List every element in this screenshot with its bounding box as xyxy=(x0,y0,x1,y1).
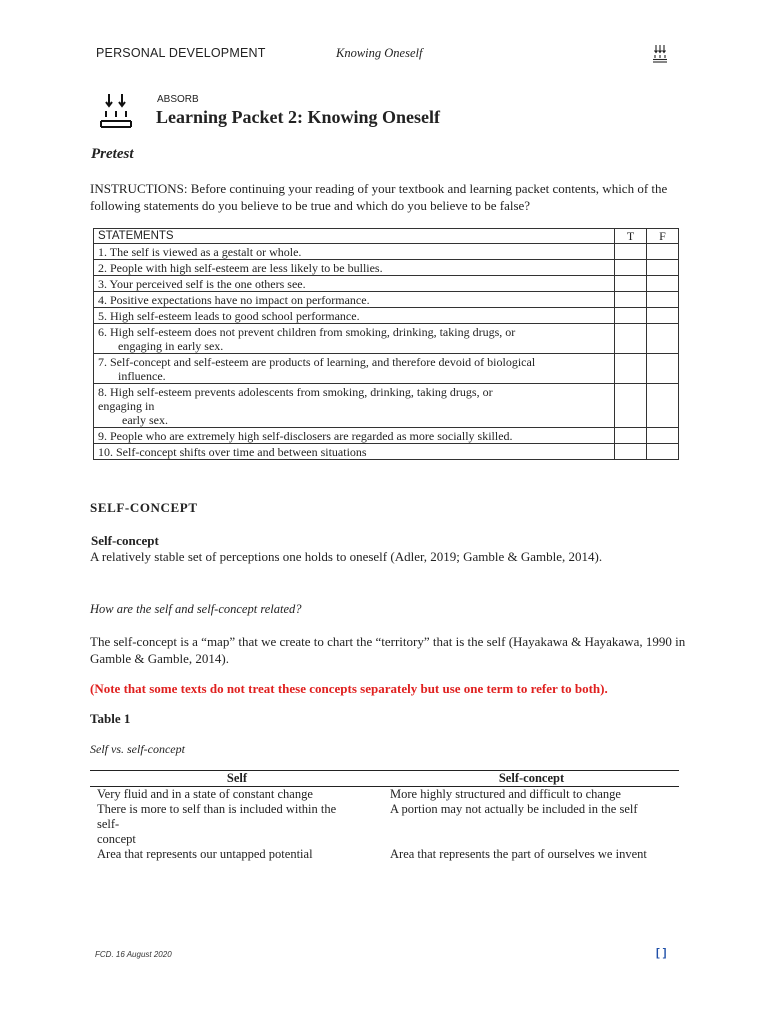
true-answer-cell[interactable] xyxy=(615,260,647,276)
false-answer-cell[interactable] xyxy=(647,444,679,460)
pretest-title: Pretest xyxy=(91,146,134,162)
statement-line: early sex. xyxy=(122,413,168,427)
false-answer-cell[interactable] xyxy=(647,260,679,276)
false-answer-cell[interactable] xyxy=(647,324,679,354)
self-cell xyxy=(90,787,384,803)
statement-text xyxy=(94,308,615,324)
statement-row xyxy=(94,292,679,308)
statement-row xyxy=(94,308,679,324)
statement-text xyxy=(94,444,615,460)
statement-text xyxy=(94,292,615,308)
pretest-table xyxy=(93,228,679,460)
term-definition: A relatively stable set of perceptions one holds to oneself (Adler, 2019; Gamble & Gamble, 2014). xyxy=(90,549,603,564)
true-answer-cell[interactable] xyxy=(615,354,647,384)
self-cell xyxy=(90,847,384,862)
map-paragraph: The self-concept is a “map” that we create to chart the “territory” that is the self (Hayakawa & Hayakawa, 1990 in Gamble & Gamble, 2014). xyxy=(90,634,686,666)
false-answer-cell[interactable] xyxy=(647,276,679,292)
self-column-header: Self xyxy=(90,771,384,787)
absorb-label: ABSORB xyxy=(157,94,199,105)
absorb-icon xyxy=(100,92,132,135)
self-concept-cell xyxy=(384,847,679,862)
statement-text xyxy=(94,260,615,276)
self-concept-column-header: Self-concept xyxy=(384,771,679,787)
cell-line: Area that represents the part of ourselves we invent xyxy=(390,847,647,861)
statement-row xyxy=(94,444,679,460)
statement-line: 5. High self-esteem leads to good school performance. xyxy=(98,309,360,323)
false-answer-cell[interactable] xyxy=(647,244,679,260)
statement-line: 8. High self-esteem prevents adolescents from smoking, drinking, taking drugs, or xyxy=(98,385,493,399)
statements-header: STATEMENTS xyxy=(94,229,615,244)
statement-line: 1. The self is viewed as a gestalt or whole. xyxy=(98,245,302,259)
header-subject: PERSONAL DEVELOPMENT xyxy=(96,46,266,60)
statement-row xyxy=(94,354,679,384)
packet-heading xyxy=(100,92,660,136)
statement-line: 3. Your perceived self is the one others see. xyxy=(98,277,306,291)
statement-line: 7. Self-concept and self-esteem are products of learning, and therefore devoid of biological xyxy=(98,355,536,369)
page-number: [ ] xyxy=(656,947,667,959)
self-cell xyxy=(90,802,384,847)
true-answer-cell[interactable] xyxy=(615,244,647,260)
cell-line: self- xyxy=(97,817,120,831)
false-answer-cell[interactable] xyxy=(647,428,679,444)
true-answer-cell[interactable] xyxy=(615,292,647,308)
statement-line: influence. xyxy=(118,369,166,383)
absorb-icon xyxy=(652,44,668,68)
statement-row xyxy=(94,244,679,260)
false-answer-cell[interactable] xyxy=(647,308,679,324)
cell-line: There is more to self than is included within the xyxy=(97,802,337,816)
page-header xyxy=(96,46,676,66)
compare-header-row xyxy=(90,771,679,787)
statement-line: engaging in xyxy=(98,399,155,413)
false-answer-cell[interactable] xyxy=(647,292,679,308)
statement-text xyxy=(94,354,615,384)
true-answer-cell[interactable] xyxy=(615,444,647,460)
self-concept-cell xyxy=(384,802,679,847)
statement-line: 2. People with high self-esteem are less likely to be bullies. xyxy=(98,261,383,275)
statement-line: 10. Self-concept shifts over time and between situations xyxy=(98,445,367,459)
packet-title: Learning Packet 2: Knowing Oneself xyxy=(156,107,440,127)
true-answer-cell[interactable] xyxy=(615,308,647,324)
true-answer-cell[interactable] xyxy=(615,276,647,292)
cell-line: A portion may not actually be included in the self xyxy=(390,802,638,816)
compare-row xyxy=(90,787,679,803)
statement-text xyxy=(94,244,615,260)
statement-text xyxy=(94,384,615,428)
false-column-header: F xyxy=(647,229,679,244)
true-column-header: T xyxy=(615,229,647,244)
footer-date: FCD. 16 August 2020 xyxy=(95,950,172,959)
cell-line: concept xyxy=(97,832,136,846)
table-label: Table 1 xyxy=(90,711,131,726)
statement-text xyxy=(94,428,615,444)
compare-row xyxy=(90,847,679,862)
self-concept-cell xyxy=(384,787,679,803)
guiding-question: How are the self and self-concept related? xyxy=(90,602,302,616)
statement-line: 4. Positive expectations have no impact on performance. xyxy=(98,293,370,307)
pretest-instructions: INSTRUCTIONS: Before continuing your reading of your textbook and learning packet contents, which of the following statements do you believe to be true and which do you believe to be false? xyxy=(90,181,668,213)
statement-line: 6. High self-esteem does not prevent children from smoking, drinking, taking drugs, or xyxy=(98,325,516,339)
self-vs-concept-table xyxy=(90,770,679,862)
cell-line: Area that represents our untapped potential xyxy=(97,847,313,861)
header-topic: Knowing Oneself xyxy=(336,46,423,60)
true-answer-cell[interactable] xyxy=(615,384,647,428)
compare-row xyxy=(90,802,679,847)
true-answer-cell[interactable] xyxy=(615,324,647,354)
true-answer-cell[interactable] xyxy=(615,428,647,444)
note-text: (Note that some texts do not treat these concepts separately but use one term to refer to both). xyxy=(90,681,608,696)
statement-row xyxy=(94,260,679,276)
statement-text xyxy=(94,324,615,354)
table-caption: Self vs. self-concept xyxy=(90,742,185,756)
statement-row xyxy=(94,324,679,354)
term-heading: Self-concept xyxy=(91,533,159,548)
pretest-table-header xyxy=(94,229,679,244)
false-answer-cell[interactable] xyxy=(647,354,679,384)
statement-row xyxy=(94,428,679,444)
statement-row xyxy=(94,384,679,428)
cell-line: Very fluid and in a state of constant change xyxy=(97,787,313,801)
statement-text xyxy=(94,276,615,292)
statement-line: 9. People who are extremely high self-disclosers are regarded as more socially skilled. xyxy=(98,429,513,443)
section-title: SELF-CONCEPT xyxy=(90,500,198,515)
false-answer-cell[interactable] xyxy=(647,384,679,428)
cell-line: More highly structured and difficult to change xyxy=(390,787,621,801)
statement-line: engaging in early sex. xyxy=(118,339,224,353)
statement-row xyxy=(94,276,679,292)
